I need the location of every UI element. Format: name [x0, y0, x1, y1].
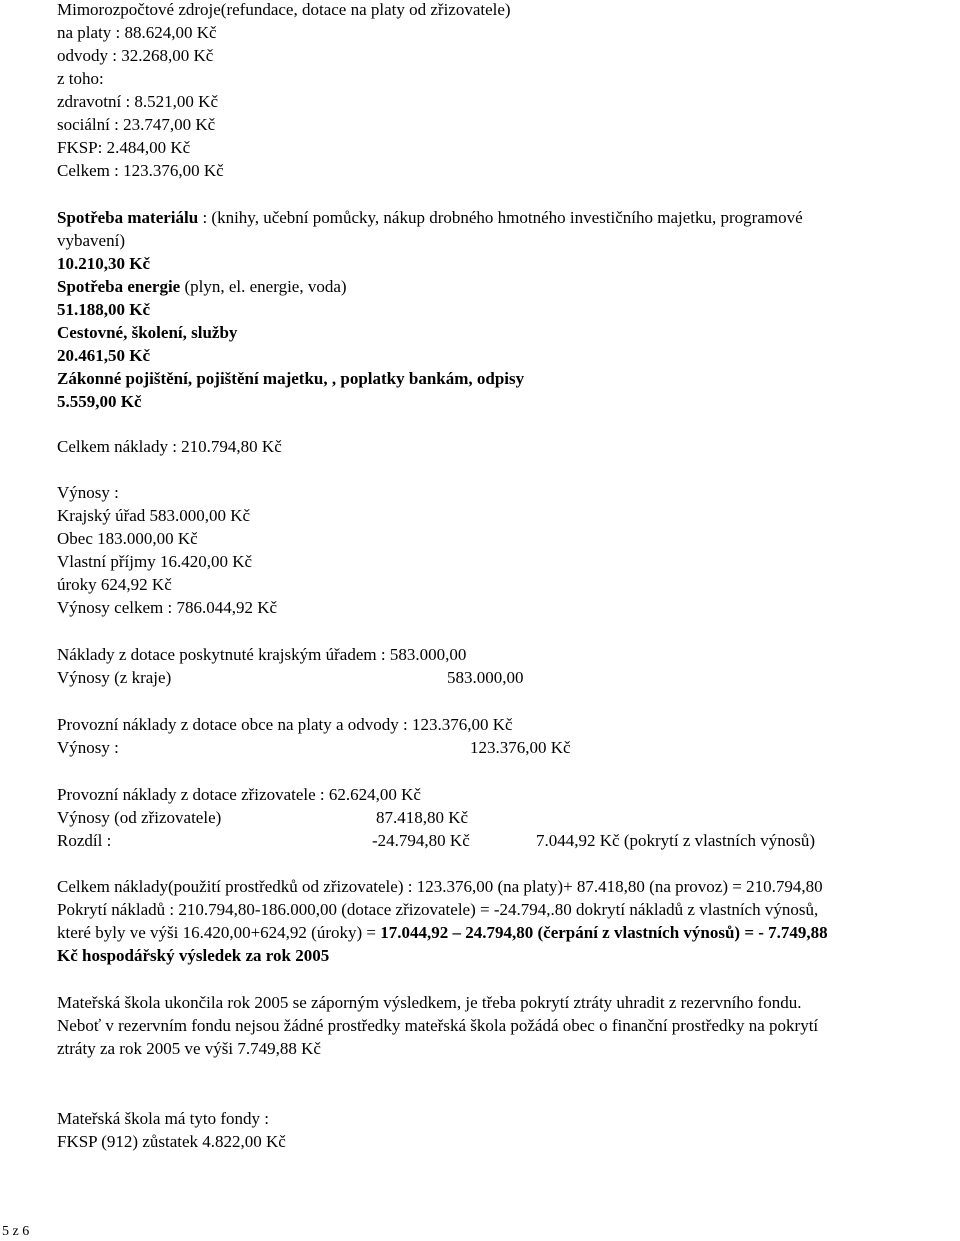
conclusion-line-3: ztráty za rok 2005 ve výši 7.749,88 Kč: [57, 1039, 321, 1058]
revenue-title: Výnosy :: [57, 483, 119, 502]
energy-value: 51.188,00 Kč: [57, 300, 151, 319]
summary-own-income-text: které byly ve výši 16.420,00+624,92 (úroky) =: [57, 923, 381, 942]
summary-own-income: [57, 921, 828, 944]
contributions-line: odvody : 32.268,00 Kč: [57, 46, 214, 65]
revenue-town: Obec 183.000,00 Kč: [57, 529, 198, 548]
section1-total: Celkem : 123.376,00 Kč: [57, 161, 224, 180]
material-label: Spotřeba materiálu: [57, 208, 199, 227]
conclusion-line-2: Neboť v rezervním fondu nejsou žádné prostředky mateřská škola požádá obec o finanční prostředky na pokrytí: [57, 1016, 819, 1035]
salaries-line: na platy : 88.624,00 Kč: [57, 23, 217, 42]
region-revenue-value: 583.000,00: [447, 668, 524, 687]
region-costs: Náklady z dotace poskytnuté krajským úřadem : 583.000,00: [57, 645, 467, 664]
travel-label: Cestovné, školení, služby: [57, 323, 238, 342]
region-revenue-label: Výnosy (z kraje): [57, 668, 172, 687]
page-number: 5 z 6: [2, 1224, 30, 1239]
own-coverage: 7.044,92 Kč (pokrytí z vlastních výnosů): [536, 831, 816, 850]
travel-value: 20.461,50 Kč: [57, 346, 151, 365]
founder-revenue-value: 87.418,80 Kč: [376, 808, 469, 827]
material-value: 10.210,30 Kč: [57, 254, 151, 273]
difference-label: Rozdíl :: [57, 831, 112, 850]
health-line: zdravotní : 8.521,00 Kč: [57, 92, 218, 111]
of-which-line: z toho:: [57, 69, 104, 88]
conclusion-line-1: Mateřská škola ukončila rok 2005 se záporným výsledkem, je třeba pokrytí ztráty uhradit z rezervního fondu.: [57, 993, 802, 1012]
social-line: sociální : 23.747,00 Kč: [57, 115, 216, 134]
town-revenue-value: 123.376,00 Kč: [470, 738, 571, 757]
funds-title: Mateřská škola má tyto fondy :: [57, 1109, 269, 1128]
revenue-region: Krajský úřad 583.000,00 Kč: [57, 506, 251, 525]
material-line: [57, 206, 803, 229]
revenue-interest: úroky 624,92 Kč: [57, 575, 172, 594]
founder-revenue-label: Výnosy (od zřizovatele): [57, 808, 222, 827]
town-costs: Provozní náklady z dotace obce na platy a odvody : 123.376,00 Kč: [57, 715, 513, 734]
fksp-line: FKSP: 2.484,00 Kč: [57, 138, 191, 157]
insurance-label: Zákonné pojištění, pojištění majetku, , poplatky bankám, odpisy: [57, 369, 525, 388]
summary-result: Kč hospodářský výsledek za rok 2005: [57, 946, 330, 965]
summary-total-costs: Celkem náklady(použití prostředků od zřizovatele) : 123.376,00 (na platy)+ 87.418,80 (na provoz) = 210.794,80: [57, 877, 823, 896]
difference-value: -24.794,80 Kč: [372, 831, 470, 850]
extra-budget-title: Mimorozpočtové zdroje(refundace, dotace na platy od zřizovatele): [57, 0, 511, 19]
material-desc: : (knihy, učební pomůcky, nákup drobného hmotného investičního majetku, programové: [198, 208, 803, 227]
summary-result-calc: 17.044,92 – 24.794,80 (čerpání z vlastních výnosů) = - 7.749,88: [380, 923, 828, 942]
energy-desc: (plyn, el. energie, voda): [180, 277, 347, 296]
insurance-value: 5.559,00 Kč: [57, 392, 142, 411]
energy-label: Spotřeba energie: [57, 277, 181, 296]
founder-costs: Provozní náklady z dotace zřizovatele : 62.624,00 Kč: [57, 785, 421, 804]
material-desc-cont: vybavení): [57, 231, 125, 250]
town-revenue-label: Výnosy :: [57, 738, 119, 757]
funds-fksp: FKSP (912) zůstatek 4.822,00 Kč: [57, 1132, 286, 1151]
summary-coverage: Pokrytí nákladů : 210.794,80-186.000,00 (dotace zřizovatele) = -24.794,.80 dokrytí nákladů z vlastních výnosů,: [57, 900, 819, 919]
energy-line: [57, 275, 347, 298]
costs-total: Celkem náklady : 210.794,80 Kč: [57, 437, 282, 456]
revenue-own: Vlastní příjmy 16.420,00 Kč: [57, 552, 253, 571]
revenue-total: Výnosy celkem : 786.044,92 Kč: [57, 598, 278, 617]
